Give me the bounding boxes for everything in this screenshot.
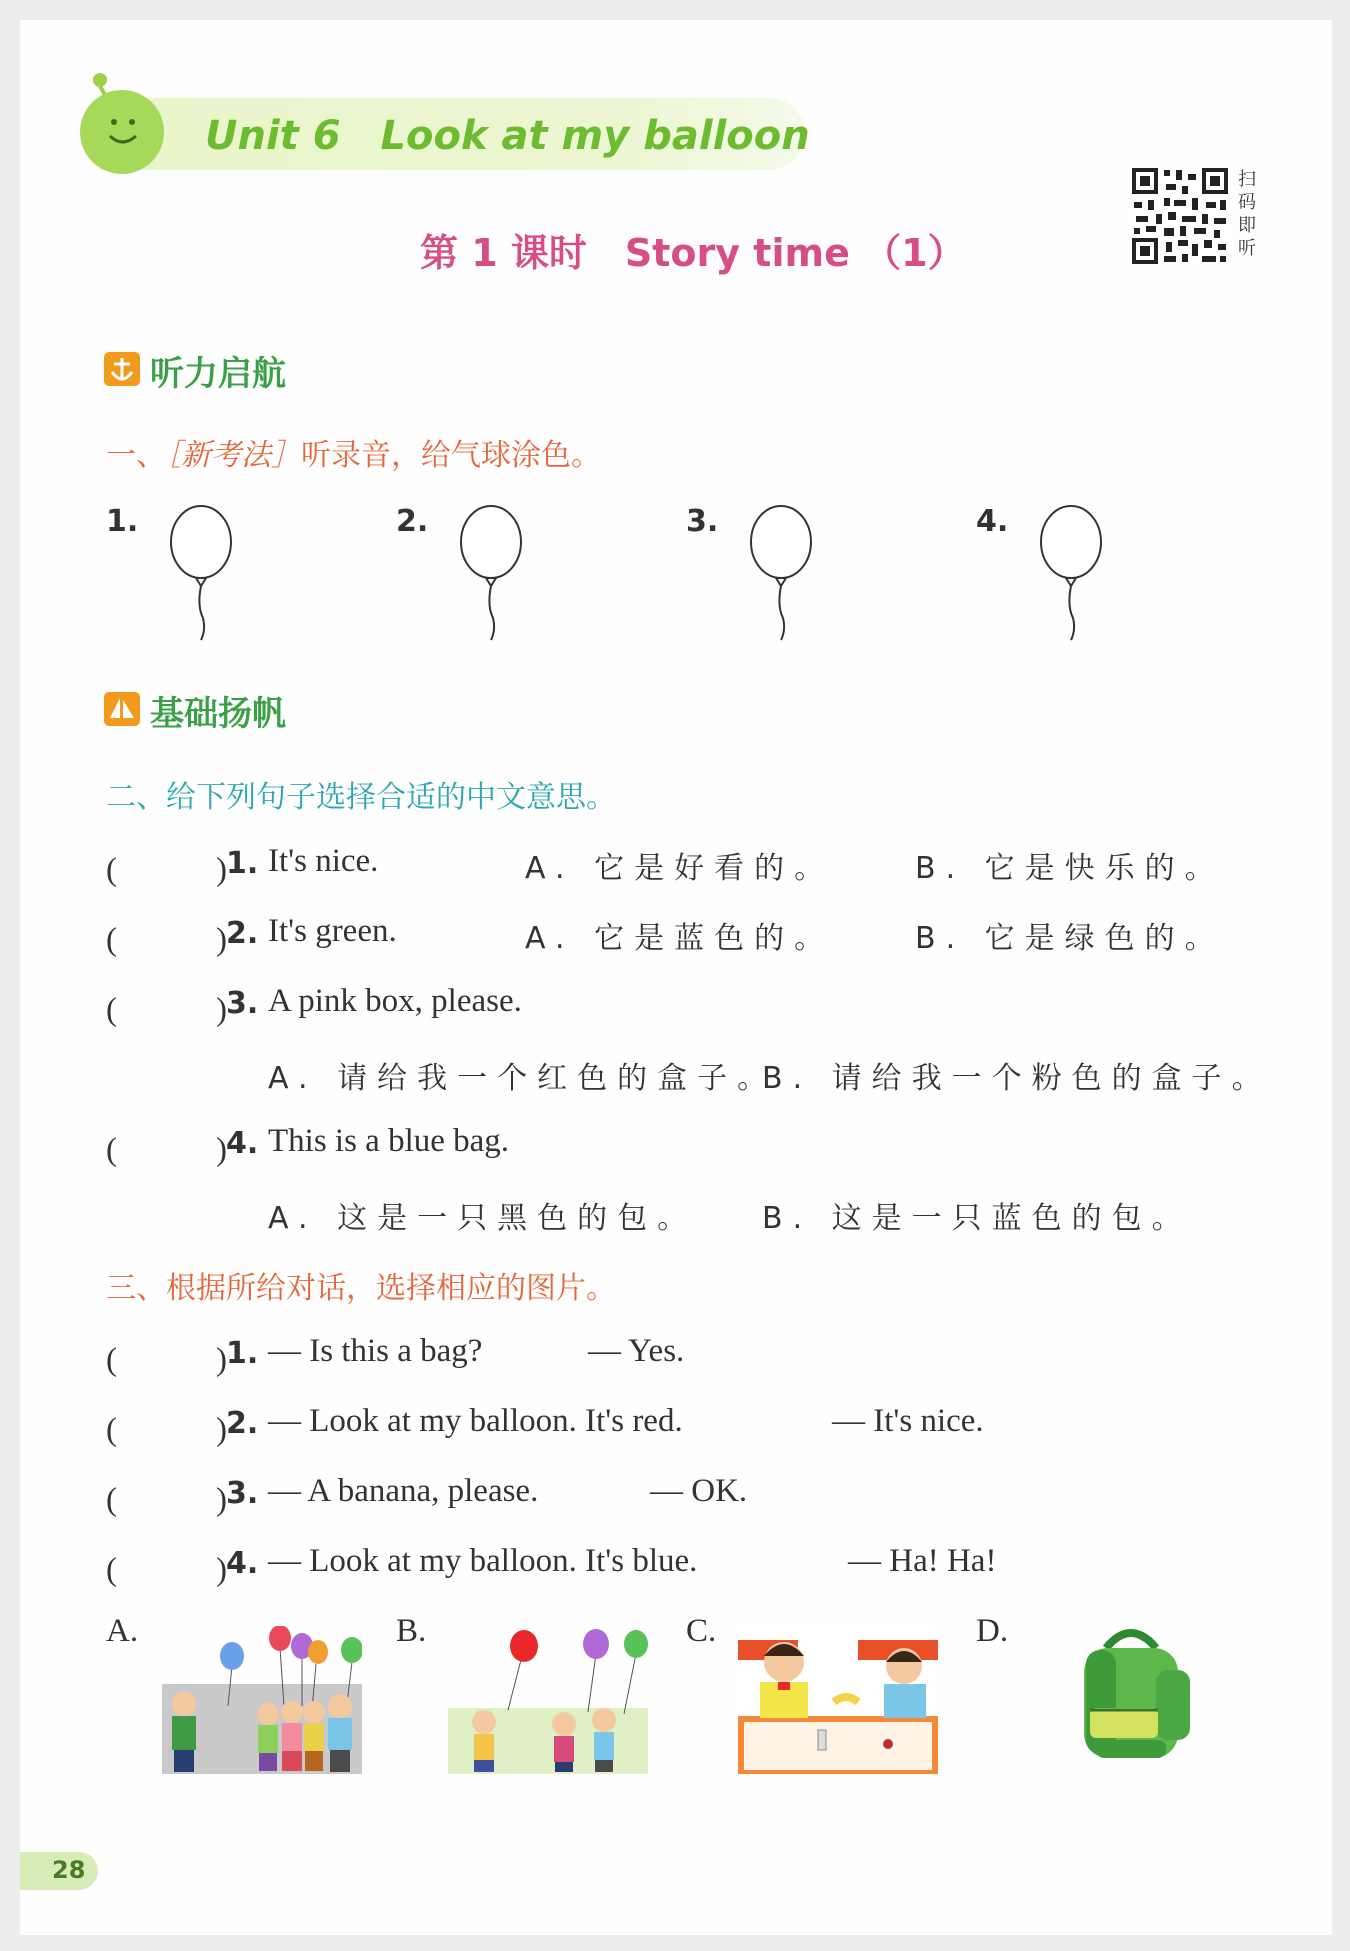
dialogue-reply: — It's nice.	[832, 1403, 984, 1439]
balloon-number-1: 1.	[106, 504, 139, 539]
dialogue-line: — Look at my balloon. It's blue.	[268, 1543, 698, 1579]
dialogue-line: — Look at my balloon. It's red.	[268, 1403, 683, 1439]
balloon-number-4: 4.	[976, 504, 1009, 539]
option-a[interactable]: A. 请给我一个红色的盒子。	[268, 1061, 778, 1096]
question-text: A pink box, please.	[268, 983, 522, 1019]
balloon-outline-2[interactable]	[456, 502, 526, 642]
lesson-title: 第 1 课时 Story time （1）	[420, 231, 966, 275]
section-title-basic: 基础扬帆	[150, 694, 286, 734]
part1-instruction	[106, 430, 601, 474]
dialogue-line: — A banana, please.	[268, 1473, 539, 1509]
question-number: 3.	[226, 986, 259, 1021]
option-a[interactable]: A. 它是好看的。	[525, 851, 835, 886]
picture-label-a: A.	[106, 1613, 139, 1649]
question-number: 4.	[226, 1546, 259, 1581]
three-kids-balloons-picture[interactable]	[448, 1626, 648, 1774]
answer-bracket[interactable]: ( )	[106, 922, 227, 958]
unit-title: Unit 6 Look at my balloon	[205, 113, 810, 159]
dialogue-reply: — OK.	[650, 1473, 748, 1509]
part1-prefix: 一、	[106, 438, 166, 473]
balloon-number-2: 2.	[396, 504, 429, 539]
answer-bracket[interactable]: ( )	[106, 1132, 227, 1168]
sail-icon	[104, 692, 140, 726]
answer-bracket[interactable]: ( )	[106, 852, 227, 888]
part3-instruction: 三、根据所给对话，选择相应的图片。	[106, 1271, 616, 1306]
question-number: 1.	[226, 846, 259, 881]
question-number: 4.	[226, 1126, 259, 1161]
question-text: This is a blue bag.	[268, 1123, 510, 1159]
dialogue-reply: — Yes.	[588, 1333, 685, 1369]
answer-bracket[interactable]: ( )	[106, 1482, 227, 1518]
smiley-mascot-icon	[74, 70, 170, 178]
page-number: 28	[52, 1856, 86, 1884]
answer-bracket[interactable]: ( )	[106, 1412, 227, 1448]
option-b[interactable]: B. 这是一只蓝色的包。	[762, 1201, 1192, 1236]
part1-text: 听录音，给气球涂色。	[301, 438, 601, 473]
balloon-number-3: 3.	[686, 504, 719, 539]
question-number: 2.	[226, 916, 259, 951]
page-number-tab	[20, 1852, 98, 1890]
picture-label-d: D.	[976, 1613, 1009, 1649]
part2-instruction: 二、给下列句子选择合适的中文意思。	[106, 780, 616, 815]
answer-bracket[interactable]: ( )	[106, 1552, 227, 1588]
qr-code-icon[interactable]	[1130, 166, 1230, 266]
part1-tag: ［新考法］	[166, 438, 301, 473]
dialogue-line: — Is this a bag?	[268, 1333, 483, 1369]
balloon-outline-3[interactable]	[746, 502, 816, 642]
question-number: 2.	[226, 1406, 259, 1441]
answer-bracket[interactable]: ( )	[106, 1342, 227, 1378]
option-b[interactable]: B. 请给我一个粉色的盒子。	[762, 1061, 1272, 1096]
option-b[interactable]: B. 它是绿色的。	[915, 921, 1225, 956]
kids-with-balloons-picture[interactable]	[162, 1626, 362, 1774]
balloon-outline-1[interactable]	[166, 502, 236, 642]
dialogue-reply: — Ha! Ha!	[848, 1543, 997, 1579]
option-a[interactable]: A. 它是蓝色的。	[525, 921, 835, 956]
answer-bracket[interactable]: ( )	[106, 992, 227, 1028]
anchor-icon	[104, 352, 140, 386]
option-a[interactable]: A. 这是一只黑色的包。	[268, 1201, 698, 1236]
option-b[interactable]: B. 它是快乐的。	[915, 851, 1225, 886]
question-text: It's nice.	[268, 843, 379, 879]
question-number: 1.	[226, 1336, 259, 1371]
green-schoolbag-picture[interactable]	[1056, 1620, 1206, 1770]
question-number: 3.	[226, 1476, 259, 1511]
picture-label-b: B.	[396, 1613, 427, 1649]
qr-label: 扫码即听	[1238, 169, 1256, 259]
question-text: It's green.	[268, 913, 397, 949]
section-title-listening: 听力启航	[150, 354, 286, 394]
shop-banana-picture[interactable]	[738, 1626, 938, 1774]
picture-label-c: C.	[686, 1613, 717, 1649]
balloon-outline-4[interactable]	[1036, 502, 1106, 642]
